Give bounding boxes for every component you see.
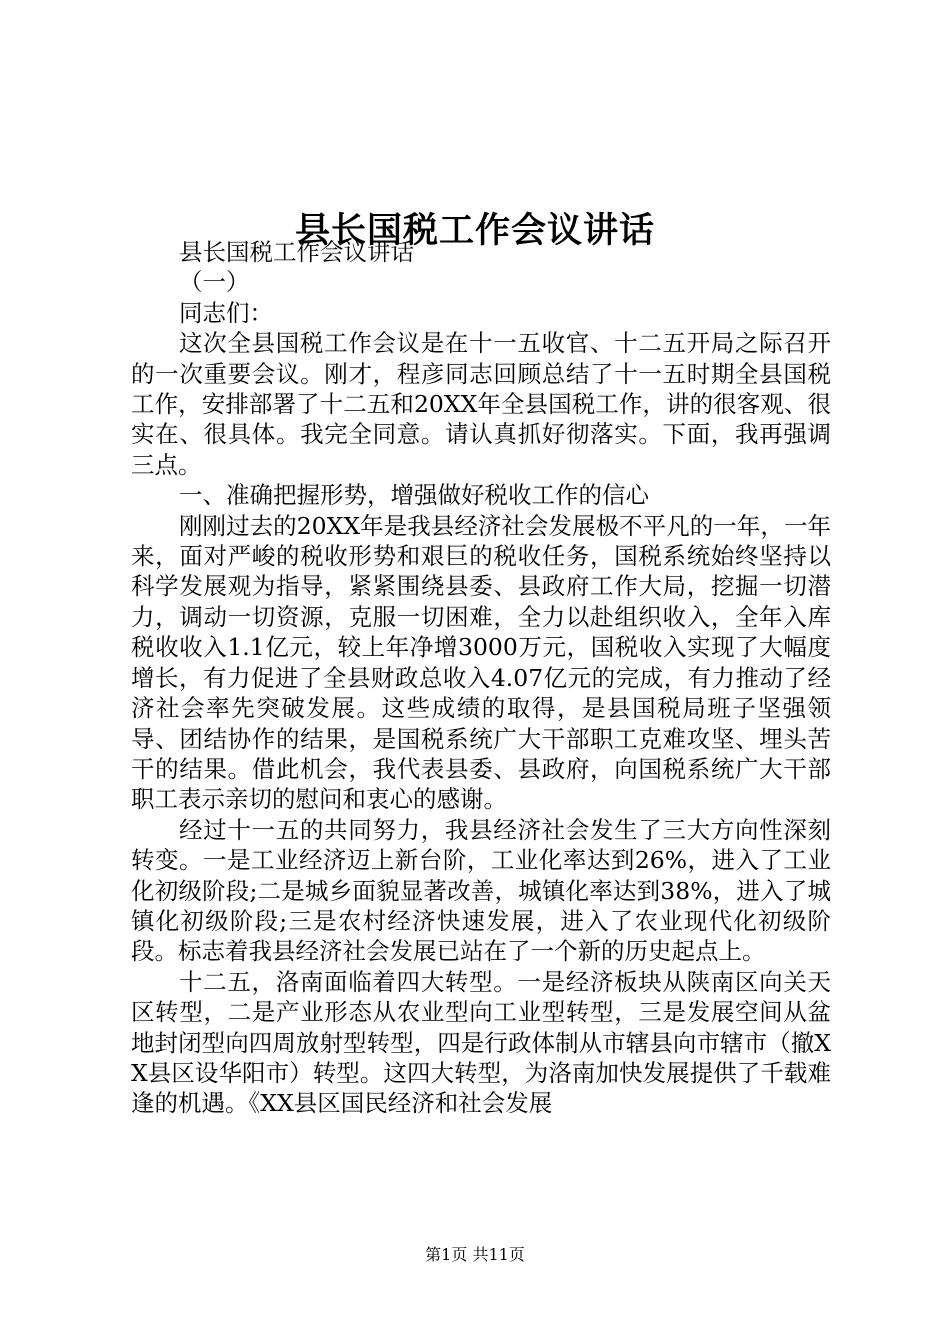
salutation: 同志们： xyxy=(179,298,273,327)
section-heading: 一、准确把握形势，增强做好税收工作的信心 xyxy=(179,481,649,510)
paragraph: 刚刚过去的20XX年是我县经济社会发展极不平凡的一年，一年来，面对严峻的税收形势和艰巨的税收任务，国税系统始终坚持以科学发展观为指导，紧紧围绕县委、县政府工作大局，挖掘一切潜力，调动一切资源，克服一切困难，全力以赴组织收入，全年入库税收收入1.1亿元，较上年净增3000万元，国税收入实现了大幅度增长，有力促进了全县财政总收入4.07亿元的完成，有力推动了经济社会率先突破发展。这些成绩的取得，是县国税局班子坚强领导、团结协作的结果，是国税系统广大干部职工克难攻坚、埋头苦干的结果。借此机会，我代表县委、县政府，向国税系统广大干部职工表示亲切的慰问和衷心的感谢。 xyxy=(131,511,831,814)
document-body xyxy=(131,237,831,1119)
page-footer: 第1页 共11页 xyxy=(425,1245,525,1264)
paragraph: 经过十一五的共同努力，我县经济社会发生了三大方向性深刻转变。一是工业经济迈上新台阶，工业化率达到26%，进入了工业化初级阶段;二是城乡面貌显著改善，城镇化率达到38%，进入了城镇化初级阶段;三是农村经济快速发展，进入了农业现代化初级阶段。标志着我县经济社会发展已站在了一个新的历史起点上。 xyxy=(131,815,831,966)
document-title: 县长国税工作会议讲话 xyxy=(294,210,655,252)
section-number: （一） xyxy=(179,268,250,297)
paragraph: 十二五，洛南面临着四大转型。一是经济板块从陕南区向关天区转型，二是产业形态从农业型向工业型转型，三是发展空间从盆地封闭型向四周放射型转型，四是行政体制从市辖县向市辖市（撤XX县区设华阳市）转型。这四大转型，为洛南加快发展提供了千载难逢的机遇。《XX县区国民经济和社会发展 xyxy=(131,967,831,1118)
body-subtitle: 县长国税工作会议讲话 xyxy=(179,238,414,266)
paragraph: 这次全县国税工作会议是在十一五收官、十二五开局之际召开的一次重要会议。刚才，程彦同志回顾总结了十一五时期全县国税工作，安排部署了十二五和20XX年全县国税工作，讲的很客观、很实在、很具体。我完全同意。请认真抓好彻落实。下面，我再强调三点。 xyxy=(131,329,831,479)
